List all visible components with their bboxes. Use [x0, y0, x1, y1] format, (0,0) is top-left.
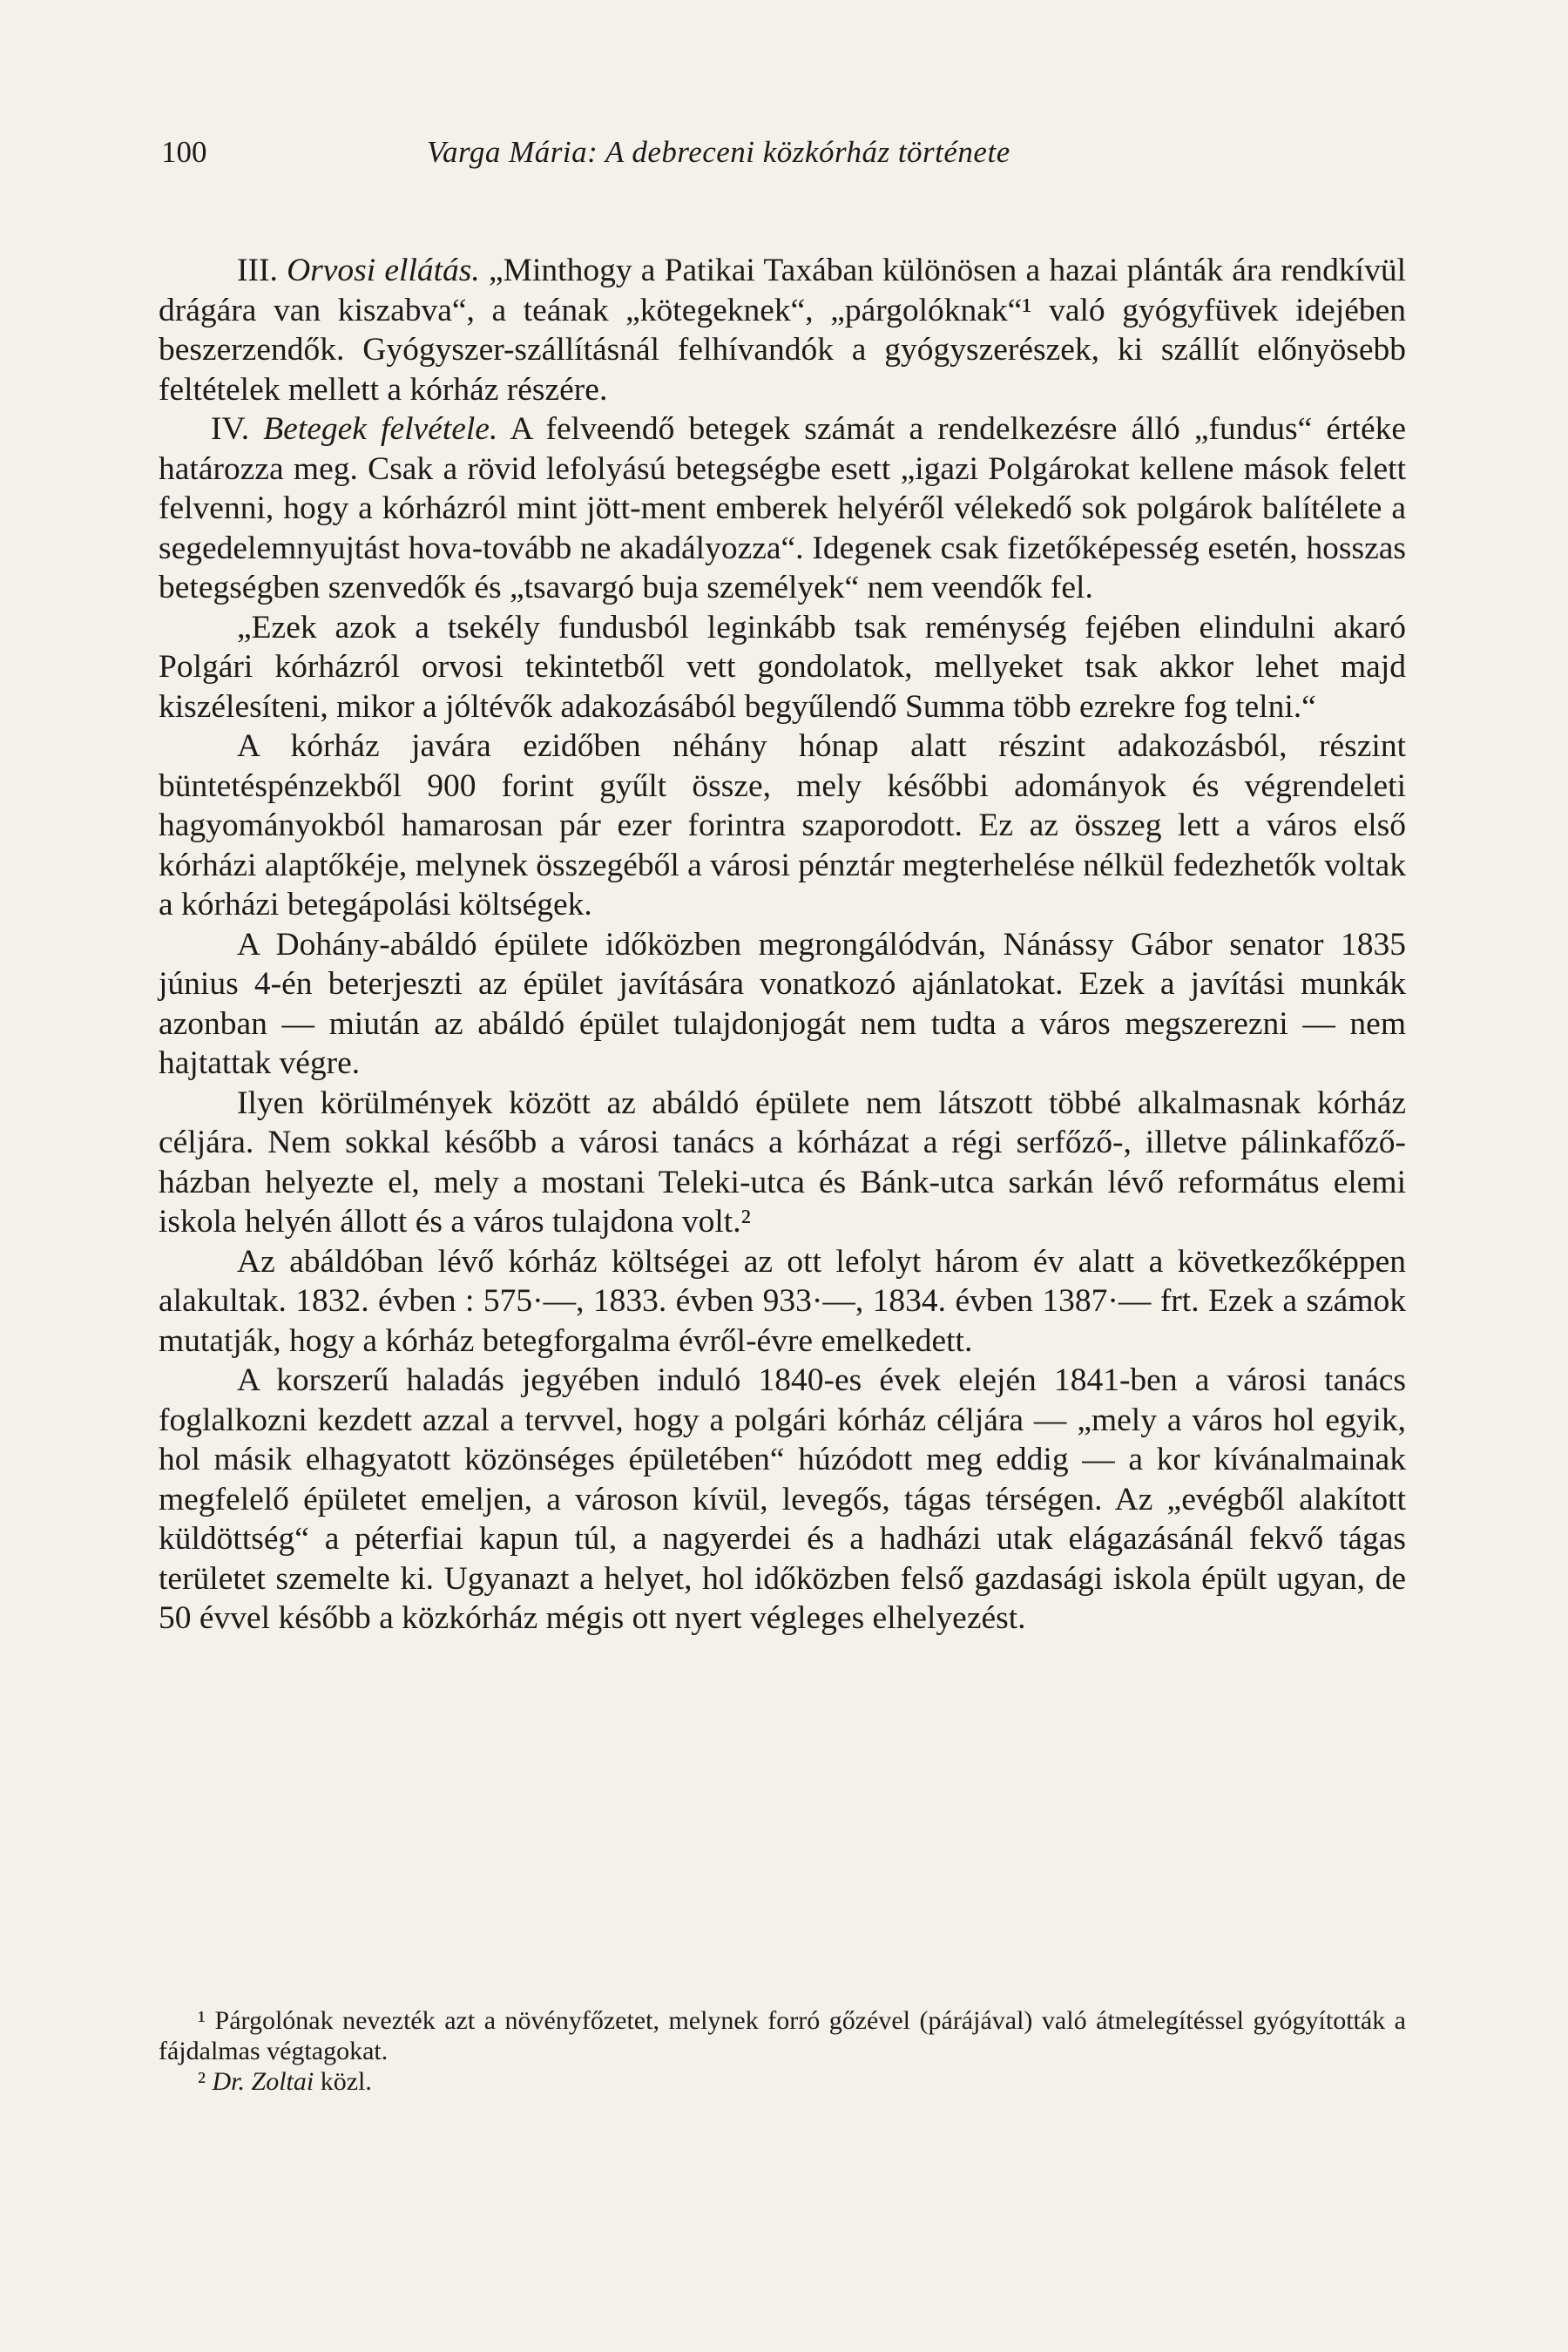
footnote-text: Párgolónak nevezték azt a növényfőzetet, melynek forró gőzével (párájával) való átmelegítéssel gyógyították a fájdalmas végtagokat. — [159, 2006, 1406, 2065]
running-header — [161, 131, 1407, 174]
footnote-2 — [159, 2066, 1406, 2097]
paragraph: „Ezek azok a tsekély fundusból leginkább tsak reménység fejében elindulni akaró Polgári kórházról orvosi tekintetből vett gondolatok, mellyeket tsak akkor lehet majd kiszélesíteni, mikor a jóltévők adakozásából begyűlendő Summa több ezrekre fog telni.“ — [159, 609, 1406, 725]
section-heading: Orvosi ellátás. — [287, 253, 480, 288]
paragraph: A kórház javára ezidőben néhány hónap alatt részint adakozásból, részint büntetéspénzekből 900 forint gyűlt össze, mely későbbi adományok és végrendeleti hagyományokból hamarosan pár ezer forintra szaporodott. Ez az összeg lett a város első kórházi alaptőkéje, melynek összegéből a városi pénztár megterhelése nélkül fedezhetők voltak a kórházi betegápolási költségek. — [159, 728, 1406, 923]
footnote-marker: ¹ — [198, 2006, 206, 2035]
section-number: III. — [237, 253, 278, 288]
paragraph-betegek-felvetele — [159, 409, 1406, 608]
section-heading: Betegek felvétele. — [263, 411, 498, 447]
paragraph: Az abáldóban lévő kórház költségei az ott lefolyt három év alatt a következőképpen alakultak. 1832. évben : 575·—, 1833. évben 933·—, 1834. évben 1387·— frt. Ezek a számok mutatják, hogy a kórház betegforgalma évről-évre emelkedett. — [159, 1243, 1406, 1359]
footnotes — [159, 2005, 1406, 2097]
paragraph-text: A felveendő betegek számát a rendelkezésre álló „fundus“ értéke határozza meg. Csak a rövid lefolyású betegségbe esett „igazi Polgárokat kellene mások felett felvenni, hogy a kórházról mint jött-ment emberek helyéről vélekedő sok polgárok balítélete a segedelemnyujtást hova-tovább ne akadályozza“. Idegenek csak fizetőképesség esetén, hosszas betegségben szenvedők és „tsavargó buja személyek“ nem veendők fel. — [159, 411, 1406, 605]
paragraph: A Dohány-abáldó épülete időközben megrongálódván, Nánássy Gábor senator 1835 június 4-én beterjeszti az épület javítására vonatkozó ajánlatokat. Ezek a javítási munkák azonban — miután az abáldó épület tulajdonjogát nem tudta a város megszerezni — nem hajtattak végre. — [159, 926, 1406, 1081]
paragraph-orvosi-ellatas — [159, 251, 1406, 409]
footnote-author: Dr. Zoltai — [212, 2067, 314, 2096]
section-number: IV. — [211, 411, 250, 447]
footnote-text: közl. — [320, 2067, 372, 2096]
page-number: 100 — [161, 135, 207, 169]
footnote-marker: ² — [198, 2067, 206, 2096]
footnote-1 — [159, 2005, 1406, 2066]
paragraph-text: „Minthogy a Patikai Taxában különösen a hazai plánták ára rendkívül drágára van kiszabva“, a teának „kötegeknek“, „párgolóknak“¹ való gyógyfüvek idejében beszerzendők. Gyógyszer-szállításnál felhívandók a gyógyszerészek, ki szállít előnyösebb feltételek mellett a kórház részére. — [159, 253, 1407, 408]
paragraph: Ilyen körülmények között az abáldó épülete nem látszott többé alkalmasnak kórház céljára. Nem sokkal később a városi tanács a kórházat a régi serfőző-, illetve pálinkafőző-házban helyezte el, mely a mostani Teleki-utca és Bánk-utca sarkán lévő református elemi iskola helyén állott és a város tulajdona volt.² — [159, 1085, 1406, 1240]
running-title: Varga Mária: A debreceni közkórház története — [427, 135, 1010, 169]
body-text — [159, 251, 1406, 1639]
paragraph: A korszerű haladás jegyében induló 1840-es évek elején 1841-ben a városi tanács foglalkozni kezdett azzal a tervvel, hogy a polgári kórház céljára — „mely a város hol egyik, hol másik elhagyatott közönséges épületében“ húzódott meg eddig — a kor kívánalmainak megfelelő épületet emeljen, a városon kívül, levegős, tágas térségen. Az „evégből alakított küldöttség“ a péterfiai kapun túl, a nagyerdei és a hadházi utak elágazásánál fekvő tágas területet szemelte ki. Ugyanazt a helyet, hol időközben felső gazdasági iskola épült ugyan, de 50 évvel később a közkórház mégis ott nyert végleges elhelyezést. — [159, 1362, 1406, 1636]
